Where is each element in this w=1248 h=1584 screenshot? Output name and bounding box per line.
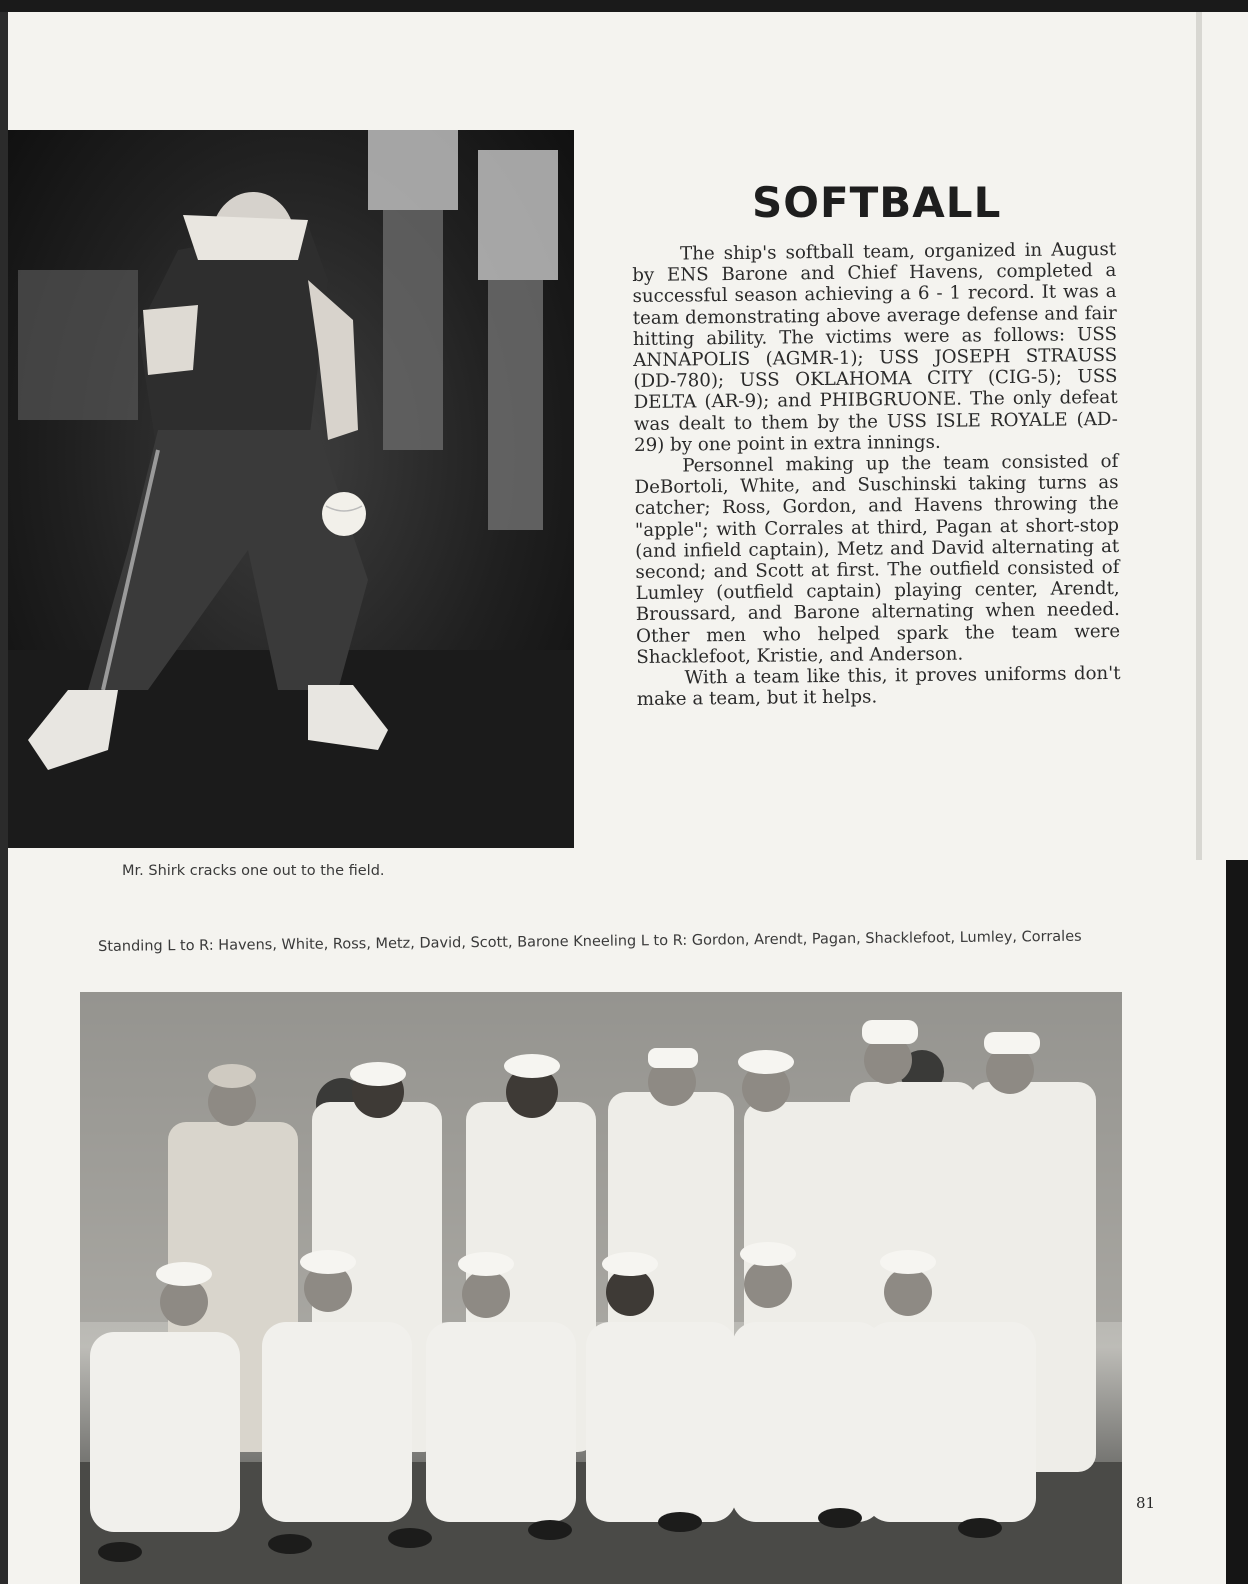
- batter-photo-caption: Mr. Shirk cracks one out to the field.: [122, 863, 385, 879]
- scan-right-edge: [1226, 860, 1248, 1584]
- article-paragraph: The ship's softball team, organized in August by ENS Barone and Chief Havens, completed a successful season achieving a 6 - 1 record. It was a team demonstrating above average defense and fair hitting ability. The victims were as follows: USS ANNAPOLIS (AGMR-1); USS JOSEPH STRAUSS (DD-780); USS OKLAHOMA CITY (CIG-5); USS DELTA (AR-9); and PHIBGRUONE. The only defeat was dealt to them by the USS ISLE ROYALE (AD-29) by one point in extra innings.: [632, 238, 1118, 456]
- article-title: SOFTBALL: [752, 178, 1002, 227]
- team-photo-illustration: [80, 992, 1122, 1584]
- scan-top-edge: [0, 0, 1248, 12]
- team-photo-caption: Standing L to R: Havens, White, Ross, Metz, David, Scott, Barone Kneeling L to R: Gordon, Arendt, Pagan, Shacklefoot, Lumley, Corrales: [98, 928, 1082, 955]
- team-photo: [80, 992, 1122, 1584]
- scan-left-edge: [0, 12, 8, 1584]
- article-paragraph: Personnel making up the team consisted of DeBortoli, White, and Suschinski taking turns as catcher; Ross, Gordon, and Havens throwing the "apple"; with Corrales at third, Pagan at short-stop (and infield captain), Metz and David alternating at second; and Scott at first. The outfield consisted of Lumley (outfield captain) playing center, Arendt, Broussard, and Barone alternating when needed. Other men who helped spark the team were Shacklefoot, Kristie, and Anderson.: [634, 450, 1121, 668]
- article-paragraph: With a team like this, it proves uniforms don't make a team, but it helps.: [636, 662, 1121, 711]
- batter-photo-illustration: [8, 130, 574, 848]
- article-body: [632, 239, 1121, 711]
- batter-photo: [8, 130, 574, 848]
- page-number: 81: [1136, 1494, 1156, 1512]
- scan-right-margin: [1196, 12, 1202, 860]
